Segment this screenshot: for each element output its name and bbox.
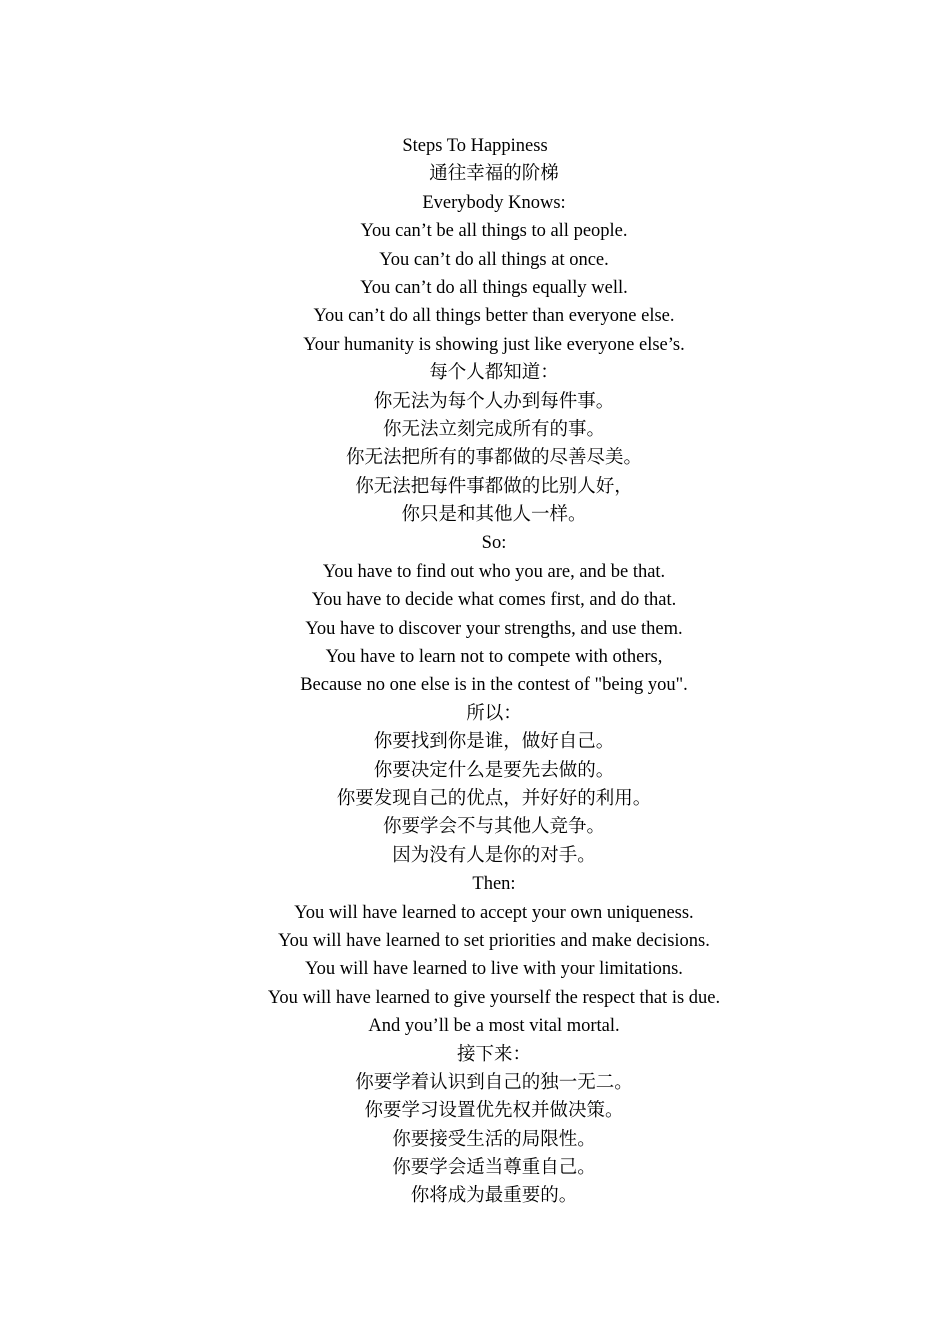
text-line: So: [481,533,507,554]
text-line: 你要决定什么是要先去做的。 [373,760,615,781]
text-line: 通往幸福的阶梯 [429,164,559,185]
text-line: 所以： [466,703,522,724]
text-line: 你要学会不与其他人竞争。 [382,817,605,838]
text-line: You have to find out who you are, and be that. [322,561,666,582]
text-line: 每个人都知道： [429,363,559,384]
text-line: You can’t do all things equally well. [360,277,628,298]
text-line: You have to decide what comes first, and do that. [311,590,677,611]
text-line: You can’t do all things at once. [379,249,609,270]
text-line: 你要学习设置优先权并做决策。 [364,1101,624,1122]
text-line: Because no one else is in the contest of "being you". [300,675,688,696]
text-line: You have to discover your strengths, and use them. [305,618,683,639]
text-line: You will have learned to set priorities and make decisions. [278,930,710,951]
text-line: 你只是和其他人一样。 [401,505,587,526]
text-line: Your humanity is showing just like everyone else’s. [303,334,685,355]
text-line: And you’ll be a most vital mortal. [368,1016,620,1037]
text-line: 接下来： [456,1044,531,1065]
text-line: 你无法为每个人办到每件事。 [373,391,615,412]
text-line: You can’t be all things to all people. [360,221,628,242]
text-line: You will have learned to accept your own uniqueness. [294,902,694,923]
poem-text [0,132,950,1211]
text-line: 因为没有人是你的对手。 [392,845,596,866]
text-line: 你将成为最重要的。 [410,1186,578,1207]
text-line: 你要找到你是谁，做好自己。 [373,732,615,753]
text-line: 你要学会适当尊重自己。 [392,1158,596,1179]
text-line: You have to learn not to compete with others, [325,647,663,668]
text-line: Everybody Knows: [422,192,566,213]
text-line: 你无法立刻完成所有的事。 [382,419,605,440]
text-line: 你无法把所有的事都做的尽善尽美。 [345,448,642,469]
text-line: Then: [472,874,516,895]
text-line: You will have learned to live with your limitations. [305,959,683,980]
text-line: 你要学着认识到自己的独一无二。 [355,1072,633,1093]
text-line: 你要发现自己的优点，并好好的利用。 [336,788,652,809]
text-line: 你无法把每件事都做的比别人好， [355,476,633,497]
text-line: You will have learned to give yourself the respect that is due. [267,987,721,1008]
document-title: Steps To Happiness [402,136,548,156]
text-line: 你要接受生活的局限性。 [392,1129,596,1150]
text-line: You can’t do all things better than everyone else. [313,306,675,327]
